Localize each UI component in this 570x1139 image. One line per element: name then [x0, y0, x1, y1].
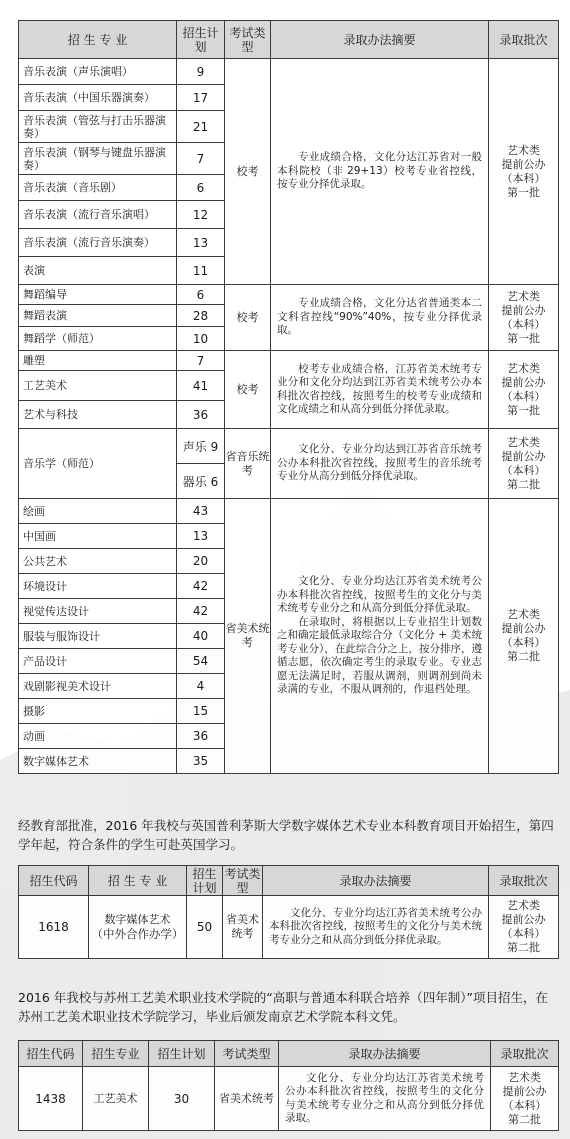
batch-line: （本科）: [502, 1098, 547, 1112]
plan-cell: 9: [177, 59, 225, 85]
batch-line: 提前公办: [501, 622, 546, 635]
batch-line: 提前公办: [501, 913, 546, 926]
admission-table-sino-foreign: [18, 865, 559, 959]
method-text: 专业成绩合格，文化分达省普通类本二文科省控线“90%”40%，按专业分择优录取。: [277, 297, 482, 337]
major-cell: 音乐表演（管弦与打击乐器演奏）: [19, 111, 177, 143]
header-method: 录取办法摘要: [279, 1041, 491, 1067]
header-plan: 招生计划: [187, 866, 223, 896]
plan-cell: 11: [177, 257, 225, 285]
plan-cell: 12: [177, 201, 225, 229]
major-cell: 音乐表演（音乐剧）: [19, 175, 177, 201]
plan-cell: 36: [177, 724, 225, 749]
batch-line: （本科）: [501, 171, 546, 185]
major-cell: 舞蹈学（师范）: [19, 327, 177, 351]
major-cell: 中国画: [19, 524, 177, 549]
exam-type-cell: 校考: [225, 351, 271, 429]
header-exam-type: 考试类型: [215, 1041, 279, 1067]
major-cell: 公共艺术: [19, 549, 177, 574]
major-cell: 表演: [19, 257, 177, 285]
batch-line: 提前公办: [501, 157, 546, 171]
batch-line: 艺术类: [507, 143, 540, 157]
major-cell: 动画: [19, 724, 177, 749]
batch-line: 提前公办: [501, 449, 546, 463]
admission-table-joint-program: [18, 1040, 559, 1131]
major-subtitle: （中外合作办学）: [91, 927, 184, 941]
major-cell: 绘画: [19, 499, 177, 524]
batch-cell: [489, 351, 559, 429]
exam-type-cell: 省美术统考: [225, 499, 271, 774]
plan-cell: 36: [177, 401, 225, 429]
table-row: [19, 499, 559, 524]
method-text: 校考专业成绩合格，江苏省美术统考专业分和文化分均达到江苏省美术统考公办本科批次省控线，按照考生的校考专业成绩和文化成绩之和从高分到低分择优录取。: [277, 362, 482, 415]
plan-cell: 6: [177, 175, 225, 201]
exam-type-cell: 省音乐统考: [225, 429, 271, 499]
batch-line: 艺术类: [508, 1070, 541, 1084]
header-batch: 录取批次: [489, 21, 559, 59]
header-major: 招 生 专 业: [89, 866, 187, 896]
plan-cell: 20: [177, 549, 225, 574]
batch-line: 提前公办: [502, 1084, 547, 1098]
batch-cell: [489, 429, 559, 499]
batch-line: 第一批: [507, 331, 540, 345]
exam-type-cell: 校考: [225, 285, 271, 351]
exam-type-cell: 省美术统考: [215, 1067, 279, 1131]
batch-line: 艺术类: [507, 361, 540, 375]
plan-cell: 43: [177, 499, 225, 524]
batch-cell: [489, 59, 559, 285]
plan-cell: 13: [177, 229, 225, 257]
major-cell: 音乐表演（中国乐器演奏）: [19, 85, 177, 111]
plan-cell: 30: [149, 1067, 215, 1131]
batch-cell: [489, 499, 559, 774]
batch-line: （本科）: [501, 927, 546, 940]
header-exam-type: 考试类型: [224, 866, 261, 895]
plan-cell: 7: [177, 143, 225, 175]
batch-line: 第二批: [508, 1112, 541, 1126]
major-cell: 产品设计: [19, 649, 177, 674]
header-code: 招生代码: [19, 866, 89, 896]
plan-cell: 21: [177, 111, 225, 143]
header-major: 招 生 专 业: [19, 21, 177, 59]
plan-cell: 10: [177, 327, 225, 351]
batch-line: 第一批: [507, 403, 540, 417]
major-name: 数字媒体艺术: [104, 913, 171, 926]
major-cell: 戏剧影视美术设计: [19, 674, 177, 699]
major-cell: 舞蹈表演: [19, 305, 177, 327]
plan-cell: 17: [177, 85, 225, 111]
major-cell: 音乐表演（钢琴与键盘乐器演奏）: [19, 143, 177, 175]
method-cell: [263, 896, 489, 959]
header-method: 录取办法摘要: [271, 21, 489, 59]
batch-line: 第二批: [507, 477, 540, 491]
table-row: [19, 429, 559, 464]
batch-line: 艺术类: [507, 608, 540, 621]
major-cell: 视觉传达设计: [19, 599, 177, 624]
exam-type-cell: 省美术统考: [223, 896, 263, 959]
batch-line: （本科）: [501, 636, 546, 649]
major-cell: 工艺美术: [19, 371, 177, 401]
major-cell: 数字媒体艺术: [19, 749, 177, 774]
header-plan: 招生计划: [149, 1041, 215, 1067]
batch-cell: [491, 1067, 559, 1131]
batch-line: 提前公办: [501, 303, 546, 317]
header-method: 录取办法摘要: [263, 866, 489, 896]
major-cell: 音乐学（师范）: [19, 429, 177, 499]
major-cell: 音乐表演（流行音乐演奏）: [19, 229, 177, 257]
plan-cell: 40: [177, 624, 225, 649]
plan-cell: 35: [177, 749, 225, 774]
batch-line: （本科）: [501, 389, 546, 403]
table-row: [19, 59, 559, 85]
major-cell: 摄影: [19, 699, 177, 724]
table-row: [19, 285, 559, 305]
plan-cell: 42: [177, 599, 225, 624]
plan-cell: 15: [177, 699, 225, 724]
table-row: [19, 1067, 559, 1131]
method-cell: [271, 351, 489, 429]
admission-table-main: [18, 20, 559, 774]
method-text: 专业成绩合格，文化分达江苏省对一般本科院校（非 29+13）校考专业省控线，按专业分择优录取。: [277, 151, 482, 191]
plan-cell: 28: [177, 305, 225, 327]
table-row: [19, 896, 559, 959]
batch-line: （本科）: [501, 463, 546, 477]
major-cell: [89, 896, 187, 959]
paragraph-joint-program: 2016 年我校与苏州工艺美术职业技术学院的“高职与普通本科联合培养（四年制）”项目招生，在苏州工艺美术职业技术学院学习，毕业后颁发南京艺术学院本科文凭。: [18, 990, 548, 1024]
method-cell: [271, 429, 489, 499]
plan-cell: 器乐 6: [177, 464, 225, 499]
batch-cell: [489, 896, 559, 959]
method-cell: [271, 499, 489, 774]
plan-cell: 7: [177, 351, 225, 371]
header-major: 招生专业: [83, 1041, 149, 1067]
major-cell: 舞蹈编导: [19, 285, 177, 305]
plan-cell: 42: [177, 574, 225, 599]
major-cell: 环境设计: [19, 574, 177, 599]
plan-cell: 4: [177, 674, 225, 699]
major-cell: 雕塑: [19, 351, 177, 371]
plan-cell: 50: [187, 896, 223, 959]
method-cell: [279, 1067, 491, 1131]
plan-cell: 13: [177, 524, 225, 549]
header-exam-type: 考试类型: [225, 21, 271, 59]
major-cell: 音乐表演（流行音乐演唱）: [19, 201, 177, 229]
header-code: 招生代码: [19, 1041, 83, 1067]
major-cell: 艺术与科技: [19, 401, 177, 429]
code-cell: 1438: [19, 1067, 83, 1131]
major-cell: 服装与服饰设计: [19, 624, 177, 649]
batch-line: （本科）: [501, 317, 546, 331]
batch-line: 第二批: [507, 941, 540, 954]
paragraph-sino-foreign: 经教育部批准，2016 年我校与英国普利茅斯大学数字媒体艺术专业本科教育项目开始招生，第四学年起，符合条件的学生可赴英国学习。: [18, 818, 554, 852]
plan-cell: 6: [177, 285, 225, 305]
method-text: 文化分、专业分均达到江苏省音乐统考公办本科批次省控线，按照考生的音乐统考专业分从高分到低分择优录取。: [277, 443, 482, 483]
method-text: 在录取时，将根据以上专业招生计划数之和确定最低录取综合分（文化分 + 美术统考专业分），在此综合分之上，按分排序，遵循志愿，依次确定考生的录取专业。专业志愿无法满足时，若服从调剂，则调剂到尚未录满的专业，不服从调剂的，作退档处理。: [277, 615, 482, 696]
header-batch: 录取批次: [489, 866, 559, 896]
method-cell: [271, 285, 489, 351]
batch-line: 艺术类: [507, 435, 540, 449]
plan-cell: 54: [177, 649, 225, 674]
method-text: 文化分、专业分均达江苏省美术统考公办本科批次省控线，按照考生的文化分与美术统考专业分之和从高分到低分择优录取。: [269, 906, 482, 946]
major-cell: 音乐表演（声乐演唱）: [19, 59, 177, 85]
table-row: [19, 351, 559, 371]
plan-cell: 声乐 9: [177, 429, 225, 464]
method-text: 文化分、专业分均达江苏省美术统考公办本科批次省控线，按照考生的文化分与美术统考专业分之和从高分到低分择优录取。: [277, 575, 482, 615]
batch-line: 第一批: [507, 185, 540, 199]
batch-line: 艺术类: [507, 899, 540, 912]
header-batch: 录取批次: [491, 1041, 559, 1067]
major-cell: 工艺美术: [83, 1067, 149, 1131]
plan-cell: 41: [177, 371, 225, 401]
batch-line: 提前公办: [501, 375, 546, 389]
header-plan: 招生计划: [177, 21, 225, 59]
batch-cell: [489, 285, 559, 351]
method-cell: [271, 59, 489, 285]
batch-line: 第二批: [507, 650, 540, 663]
exam-type-cell: 校考: [225, 59, 271, 285]
method-text: 文化分、专业分均达江苏省美术统考公办本科批次省控线，按照考生的文化分与美术统考专业分之和从高分到低分择优录取。: [285, 1071, 484, 1124]
batch-line: 艺术类: [507, 289, 540, 303]
code-cell: 1618: [19, 896, 89, 959]
